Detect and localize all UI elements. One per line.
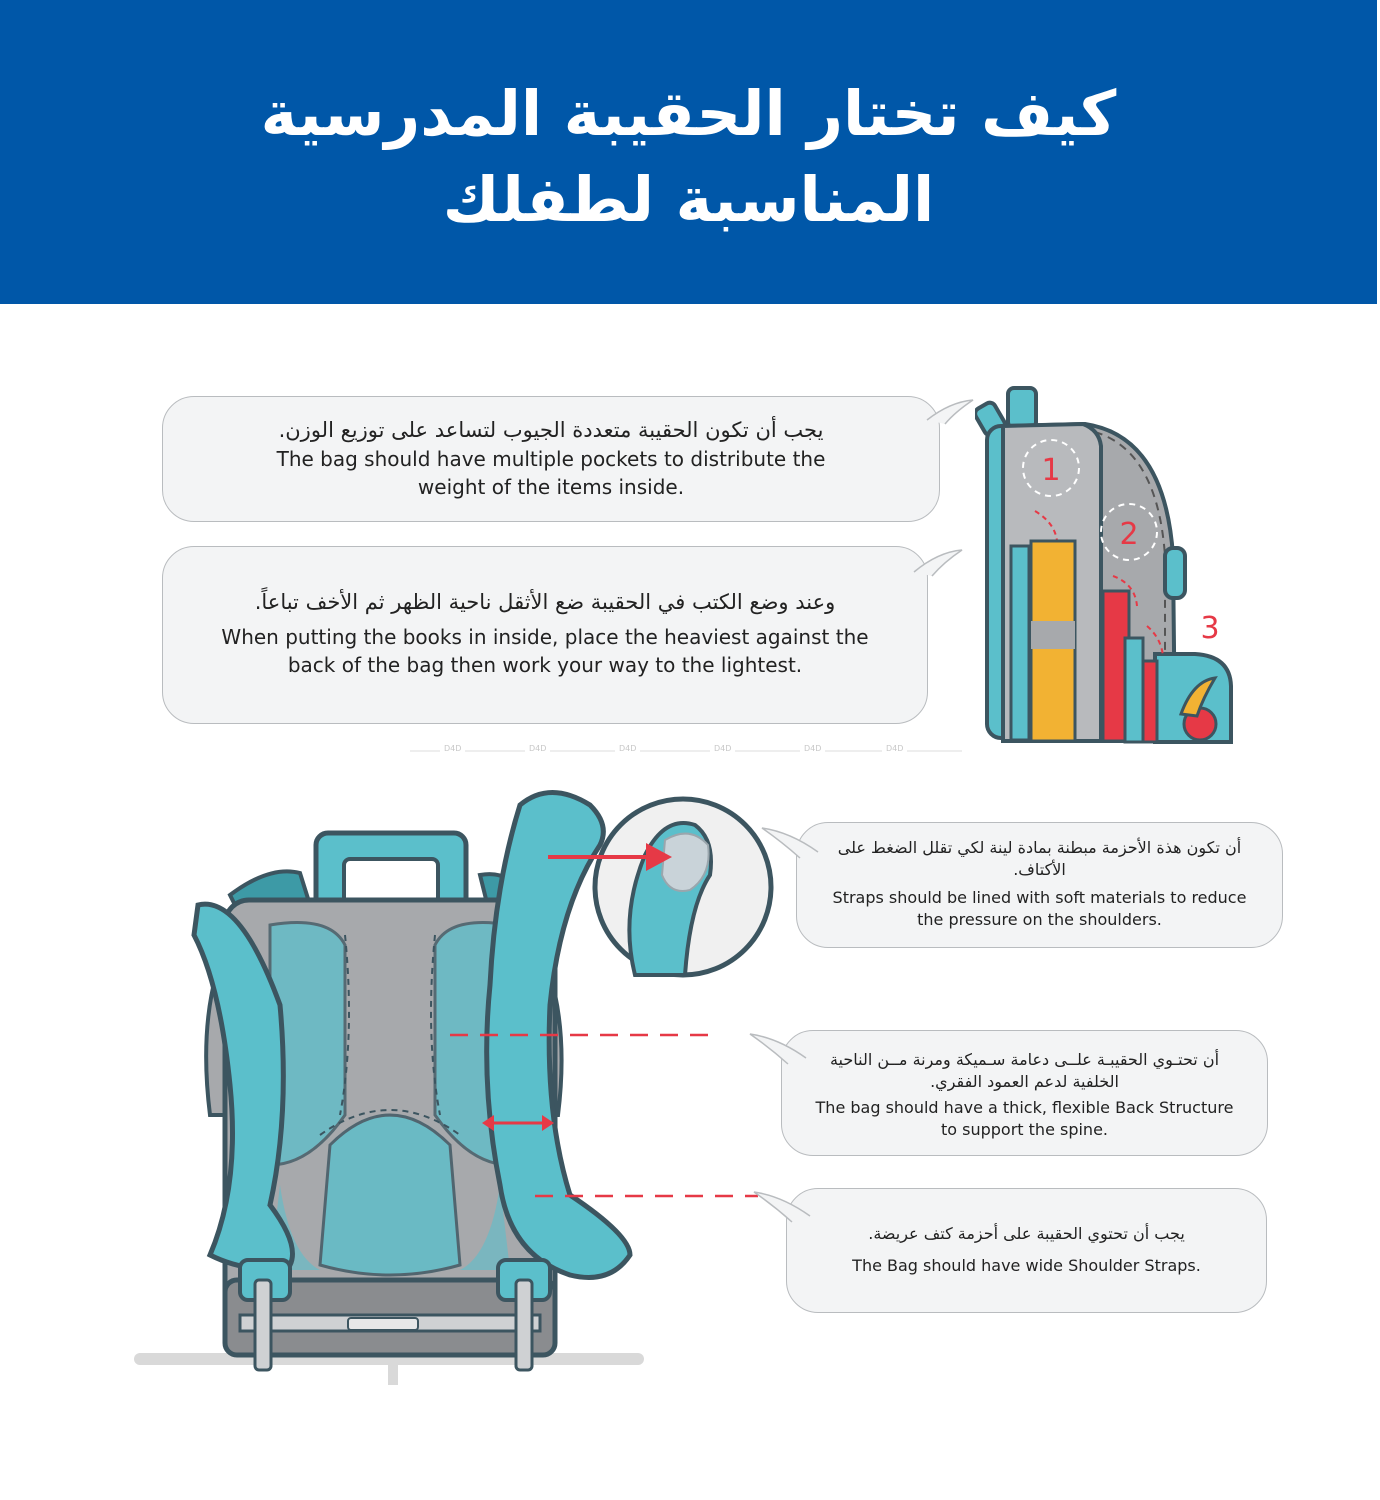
- watermark-text: D4D: [615, 744, 640, 753]
- watermark-text: D4D: [525, 744, 550, 753]
- tip-bubble-book-order: [162, 546, 928, 724]
- tip-book-order-arabic: وعند وضع الكتب في الحقيبة ضع الأثقل ناحية الظهر ثم الأخف تباعاً.: [254, 590, 836, 614]
- tip-bubble-pockets: [162, 396, 940, 522]
- tip-back-structure-english: The bag should have a thick, flexible Back Structure to support the spine.: [815, 1098, 1234, 1139]
- watermark-row: [410, 744, 962, 758]
- tip-padded-straps-arabic: أن تكون هذة الأحزمة مبطنة بمادة لينة لكي تقلل الضغط على الأكتاف.: [837, 838, 1242, 879]
- bubble-tail-1: [925, 398, 975, 428]
- tip-padded-straps-english: Straps should be lined with soft materials to reduce the pressure on the shoulders.: [832, 888, 1247, 929]
- header-banner: [0, 0, 1377, 304]
- tip-pockets-arabic: يجب أن تكون الحقيبة متعددة الجيوب لتساعد على توزيع الوزن.: [278, 418, 824, 442]
- side-backpack-illustration: [975, 386, 1240, 751]
- tip-bubble-padded-straps: [796, 822, 1283, 948]
- bubble-tail-5: [752, 1190, 812, 1224]
- bubble-tail-2: [912, 548, 964, 580]
- watermark-text: D4D: [440, 744, 465, 753]
- tip-wide-straps-arabic: يجب أن تحتوي الحقيبة على أحزمة كتف عريضة.: [868, 1224, 1185, 1243]
- tip-book-order-english: When putting the books in inside, place the heaviest against the back of the bag then work your way to the lightest.: [221, 625, 869, 677]
- connector-lines: [440, 1030, 780, 1205]
- bubble-tail-3: [760, 826, 820, 860]
- title-line-2: المناسبة لطفلك: [442, 163, 935, 236]
- tip-wide-straps-english: The Bag should have wide Shoulder Straps.: [852, 1256, 1201, 1275]
- tip-bubble-back-structure: [781, 1030, 1268, 1156]
- watermark-text: D4D: [882, 744, 907, 753]
- watermark-text: D4D: [710, 744, 735, 753]
- bubble-tail-4: [748, 1032, 808, 1066]
- title-line-1: كيف تختار الحقيبة المدرسية: [260, 77, 1117, 150]
- pocket-number-3: 3: [1200, 611, 1220, 646]
- tip-pockets-english: The bag should have multiple pockets to distribute the weight of the items inside.: [276, 447, 826, 499]
- watermark-line: [410, 744, 962, 758]
- pocket-number-1: 1: [1041, 453, 1061, 488]
- tip-back-structure-arabic: أن تحتـوي الحقيبـة علــى دعامة سـميكة ومرنة مــن الناحية الخلفية لدعم العمود الفقري.: [829, 1050, 1220, 1091]
- pocket-number-2: 2: [1119, 517, 1139, 552]
- watermark-text: D4D: [800, 744, 825, 753]
- strap-zoom-magnifier: [540, 795, 780, 985]
- tip-bubble-wide-straps: [786, 1188, 1267, 1313]
